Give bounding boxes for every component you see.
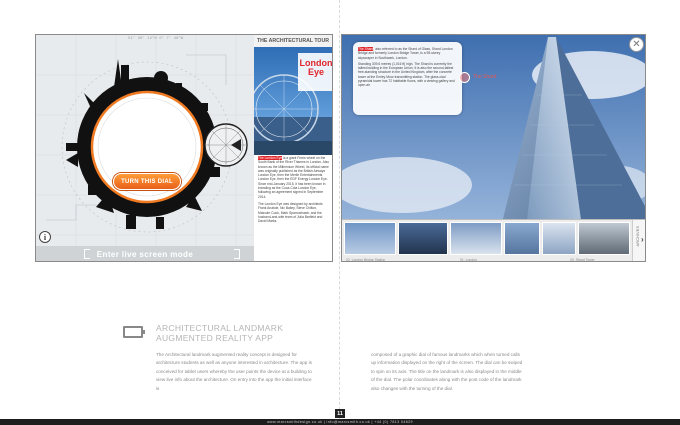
- caption-title-line: AUGMENTED REALITY APP: [156, 333, 274, 343]
- london-eye-image: [254, 47, 333, 155]
- archives-tab-label: ARCHIVES: [635, 226, 640, 247]
- thumbnail[interactable]: [344, 222, 396, 255]
- photo-strip: [342, 219, 646, 262]
- dial-graphic: [36, 35, 254, 262]
- article-panel: [254, 35, 333, 262]
- caption-title-line: ARCHITECTURAL LANDMARK: [156, 323, 284, 333]
- live-screen-mode-label: Enter live screen mode: [96, 250, 194, 259]
- bracket-left-icon: [84, 249, 90, 259]
- thumbnail[interactable]: [450, 222, 502, 255]
- article-title-bar: THE ARCHITECTURAL TOUR: [254, 35, 333, 47]
- shard-info-card: [353, 42, 462, 115]
- thumbnail[interactable]: [542, 222, 576, 255]
- screen-icon: [123, 326, 143, 338]
- thumbnail[interactable]: [578, 222, 630, 255]
- thumbnail-caption: 02. London Bridge Station: [346, 258, 386, 262]
- thumbnail[interactable]: [504, 222, 540, 255]
- thumbnail[interactable]: [398, 222, 448, 255]
- page-number: 11: [335, 409, 345, 418]
- footer-bar: www.marcsmithdesign.co.uk | info@marcsmith.co.uk | +44 (0) 7813 04629: [0, 419, 680, 425]
- right-tablet-screen: [341, 34, 646, 262]
- info-highlight: The Shard: [358, 47, 374, 51]
- thumbnail-caption: 03. Shard Tower: [570, 258, 595, 262]
- article-paragraph: [258, 202, 330, 223]
- article-highlight: The London Eye: [258, 156, 283, 160]
- thumbnail-caption: 01. London: [460, 258, 477, 262]
- article-paragraph: [258, 156, 330, 199]
- caption-title: [156, 323, 283, 343]
- archives-tab[interactable]: [632, 220, 646, 262]
- caption-column: The Architectural landmark augmented reality concept is designed for architecture students as well as anyone interested in architecture. The app is conceived for tablet users whereby the user points the device at a building to view live info about the architecture. On entry into the app the initial interface is: [156, 352, 312, 391]
- info-icon[interactable]: i: [39, 231, 51, 243]
- close-icon[interactable]: ✕: [629, 37, 644, 52]
- article-paragraph-text: is a giant Ferris wheel on the South Bank of the River Thames in London. Also known as the Millennium Wheel, its official name was originally published as the British Airways London Eye, then the Merlin Entertainments London Eye, then the EDF Energy London Eye. Since mid-January 2015, it has been known in branding as the Coca-Cola London Eye, following an agreement signed in September 2014.: [258, 156, 330, 199]
- article-body: [258, 156, 330, 226]
- info-paragraph: [358, 47, 457, 60]
- landmark-pin-label[interactable]: The Shard: [473, 74, 497, 80]
- landmark-dial-panel: [36, 35, 254, 262]
- info-paragraph-text: , also referred to as the Shard of Glass, Shard London Bridge and formerly London Bridge Tower, is a 95-storey skyscraper in Southwark, London.: [358, 47, 453, 60]
- info-paragraph: [358, 62, 457, 88]
- info-paragraph-text: Standing 309.6 metres (1,016 ft) high, The Shard is currently the tallest building in the European Union. It is also the second-tallest free-standing structure in the United Kingdom, after the concrete tower at the Emley Moor transmitting station. The glass-clad pyramidal tower has 72 habitable floors, with a viewing gallery and open-air: [358, 61, 455, 88]
- caption-column: composed of a graphic dial of famous landmarks which when turned calls up information displayed on the right of the screen. The dial can be swiped to spin on its axis. The title on the landmark is also displayed in the middle of the dial. The polar coordinates along with the post code of the landmark also changes with the turning of the dial.: [371, 352, 523, 391]
- chevron-right-icon[interactable]: ›: [641, 235, 644, 244]
- hero-title: London Eye: [299, 58, 333, 77]
- turn-dial-button[interactable]: TURN THIS DIAL: [113, 173, 181, 190]
- coordinate-readout: 51° 30' 12"N 0° 7' 48"W: [128, 37, 184, 41]
- left-tablet-screen: [35, 34, 333, 262]
- article-paragraph-text: The London Eye was designed by architects Frank Anatole, Nic Bailey, Steve Chilton, Malcolm Cook, Mark Sparrowhawk, and the husband-and-wife team of Julia Barfield and David Marks.: [258, 201, 323, 224]
- bracket-right-icon: [234, 249, 240, 259]
- landmark-pin-icon[interactable]: [459, 72, 470, 83]
- live-screen-mode-button[interactable]: [36, 246, 254, 262]
- article-scrollbar[interactable]: [332, 49, 333, 159]
- thumbnail-captions: [342, 256, 630, 262]
- page-divider: [339, 0, 340, 425]
